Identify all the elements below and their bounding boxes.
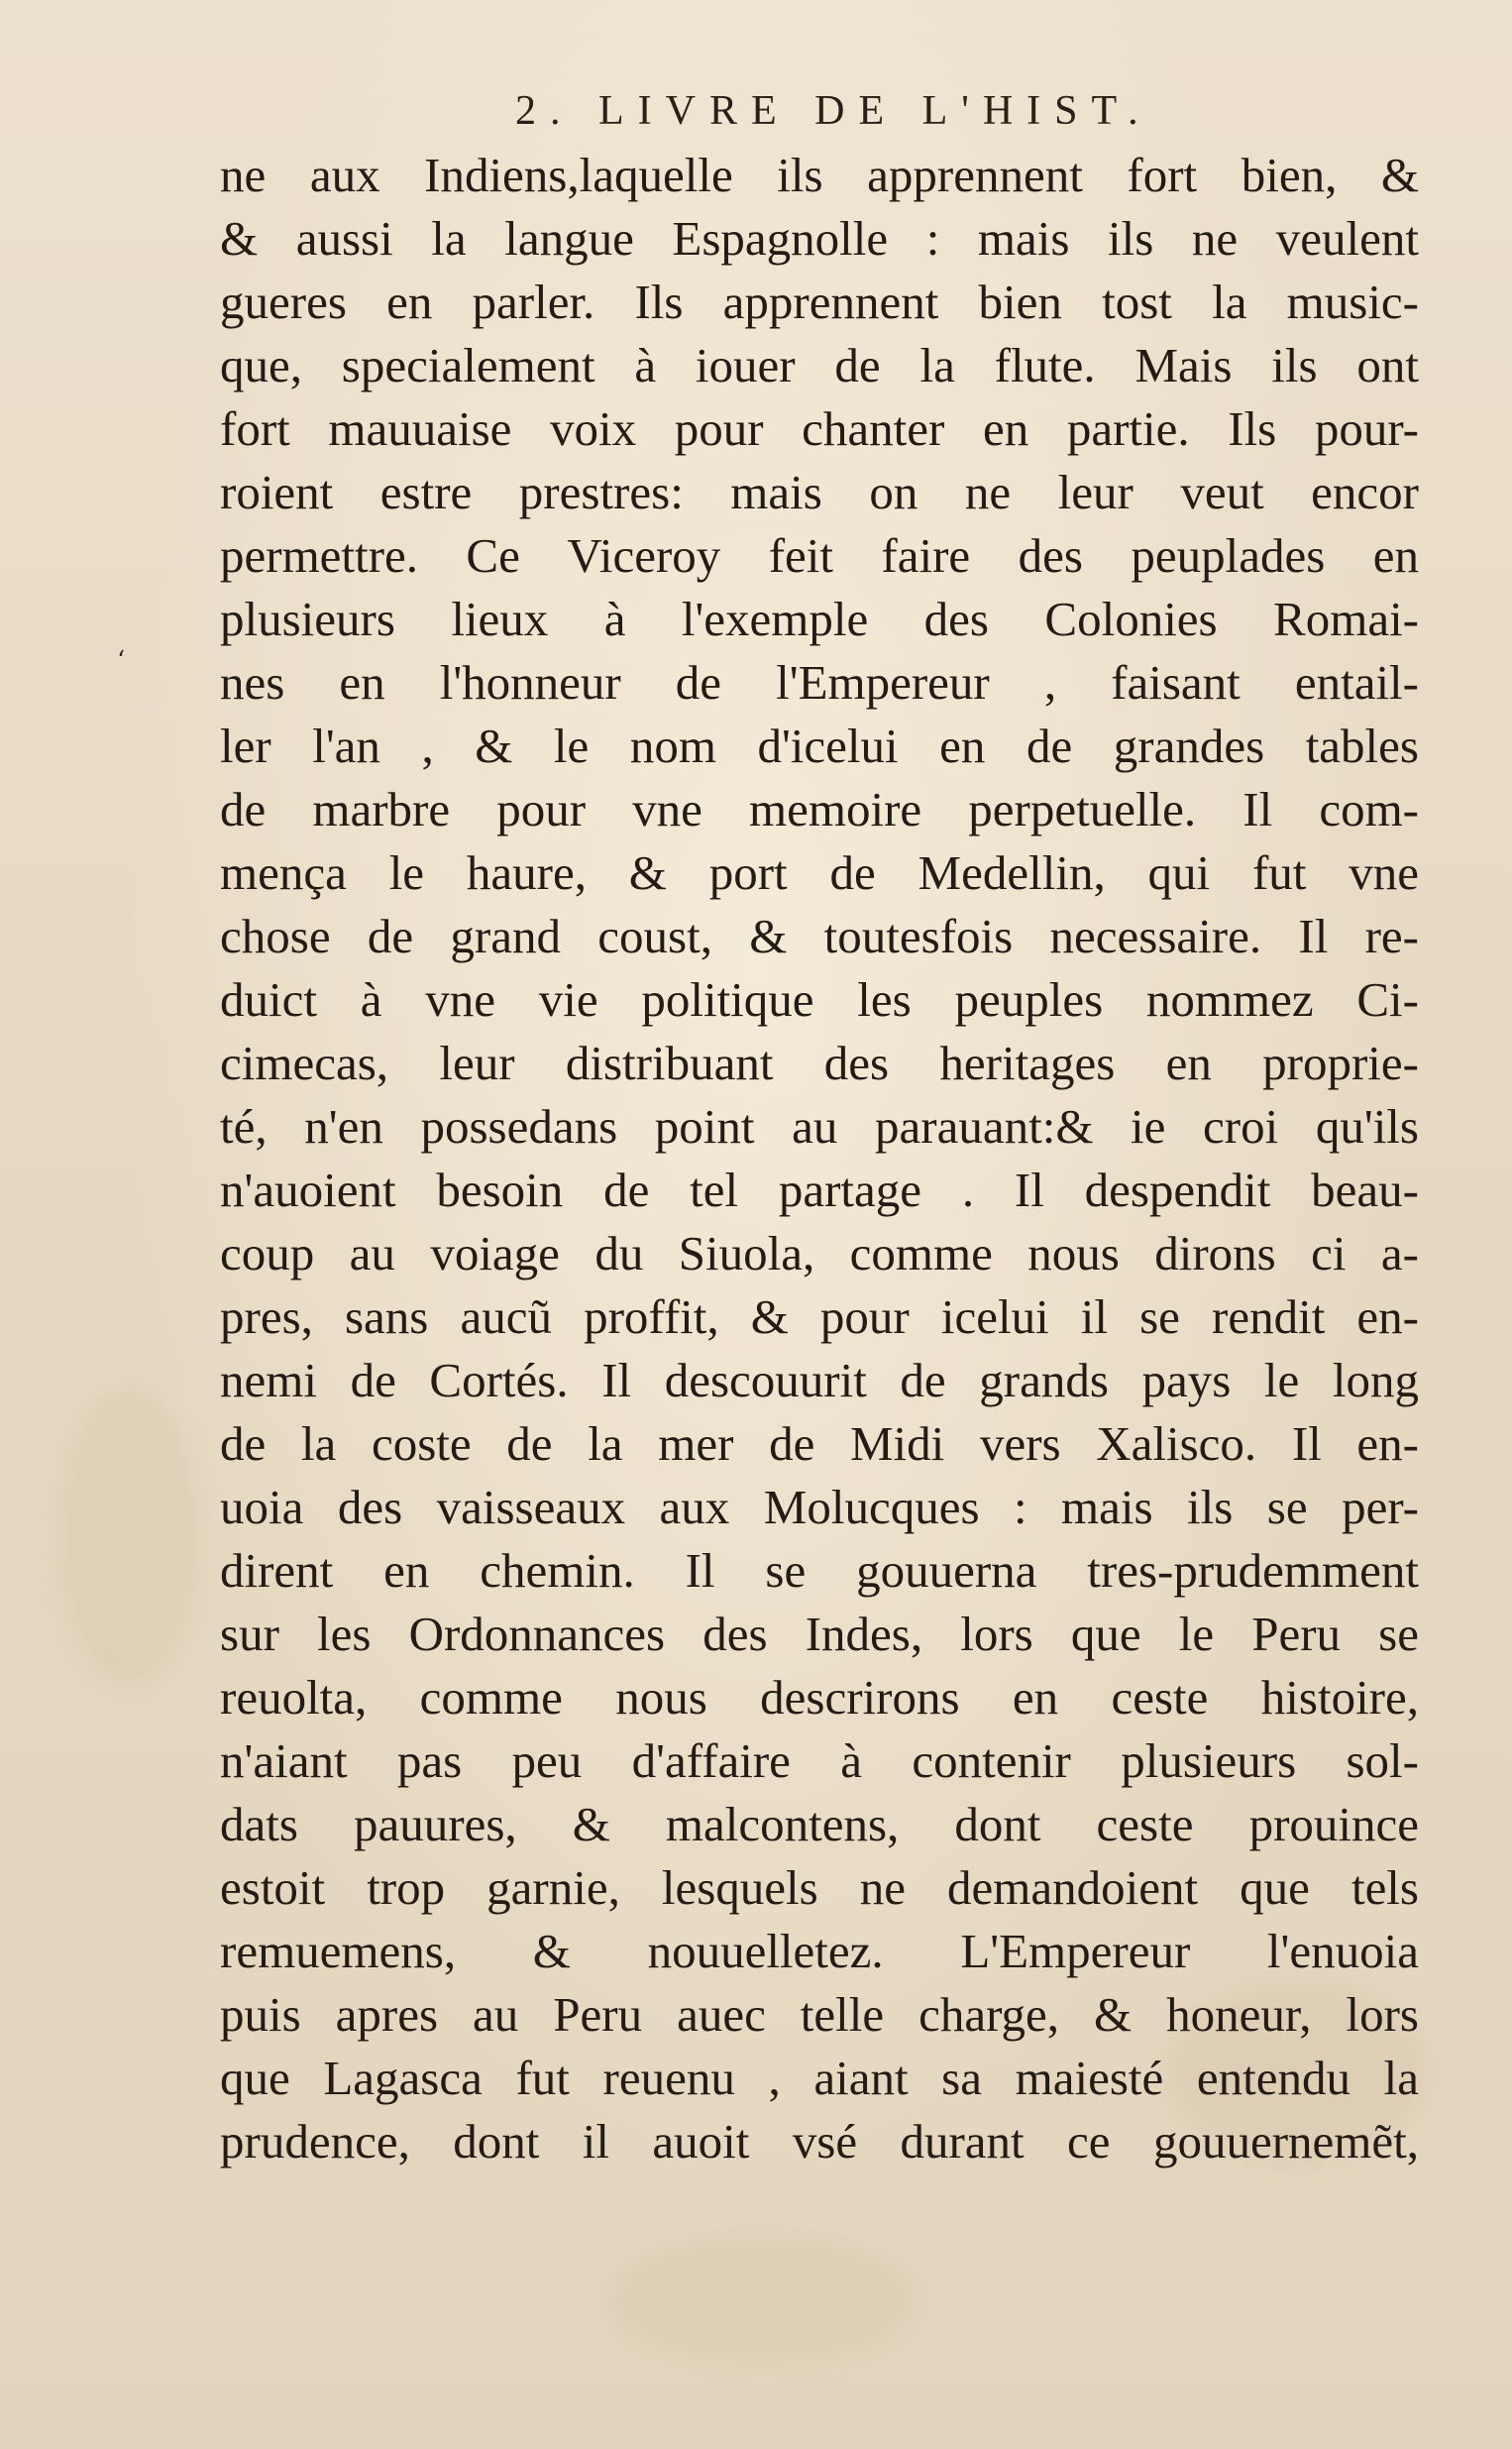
text-line: nemi de Cortés. Il descouurit de grands pays le long [220,1353,1419,1407]
text-line: duict à vne vie politique les peuples nommez Ci- [220,972,1419,1027]
text-line: pres, sans aucũ proffit, & pour icelui il se rendit en- [220,1289,1419,1344]
text-line: roient estre prestres: mais on ne leur veut encor [220,465,1419,519]
text-line: que Lagasca fut reuenu , aiant sa maiesté entendu la [220,2051,1419,2105]
text-line: plusieurs lieux à l'exemple des Colonies Romai- [220,592,1419,646]
text-line: remuemens, & nouuelletez. L'Empereur l'enuoia [220,1924,1419,1978]
text-line: reuolta, comme nous descrirons en ceste histoire, [220,1670,1419,1725]
running-head: 2. LIVRE DE L'HIST. [515,88,1152,134]
text-line: dats pauures, & malcontens, dont ceste prouince [220,1797,1419,1851]
text-line: gueres en parler. Ils apprennent bien tost la music- [220,275,1419,329]
text-line: puis apres au Peru auec telle charge, & honeur, lors [220,1987,1419,2042]
text-line: té, n'en possedans point au parauant:& ie croi qu'ils [220,1099,1419,1154]
text-line: que, specialement à iouer de la flute. Mais ils ont [220,338,1419,392]
text-line: fort mauuaise voix pour chanter en partie. Ils pour- [220,401,1419,456]
body-text [220,144,1419,2175]
text-line: prudence, dont il auoit vsé durant ce gouuernemẽt, [220,2114,1419,2169]
text-line: ler l'an , & le nom d'icelui en de grandes tables [220,719,1419,773]
text-line: sur les Ordonnances des Indes, lors que le Peru se [220,1607,1419,1661]
text-line: cimecas, leur distribuant des heritages en proprie- [220,1036,1419,1090]
margin-mark: ‘ [117,646,126,676]
paper-stain [59,1388,198,1685]
text-line: chose de grand coust, & toutesfois necessaire. Il re- [220,909,1419,963]
text-line: coup au voiage du Siuola, comme nous dirons ci a- [220,1226,1419,1280]
paper-stain [614,2240,912,2359]
text-line: ne aux Indiens,laquelle ils apprennent fort bien, & [220,148,1419,202]
text-line: dirent en chemin. Il se gouuerna tres-prudemment [220,1543,1419,1598]
text-line: n'aiant pas peu d'affaire à contenir plusieurs sol- [220,1733,1419,1788]
text-line: uoia des vaisseaux aux Molucques : mais ils se per- [220,1480,1419,1534]
text-line: n'auoient besoin de tel partage . Il despendit beau- [220,1163,1419,1217]
text-line: estoit trop garnie, lesquels ne demandoient que tels [220,1860,1419,1915]
text-line: mença le haure, & port de Medellin, qui fut vne [220,845,1419,900]
text-line: de marbre pour vne memoire perpetuelle. Il com- [220,782,1419,836]
text-line: de la coste de la mer de Midi vers Xalisco. Il en- [220,1416,1419,1471]
text-line: & aussi la langue Espagnolle : mais ils ne veulent [220,211,1419,266]
text-line: permettre. Ce Viceroy feit faire des peuplades en [220,528,1419,583]
text-line: nes en l'honneur de l'Empereur , faisant entail- [220,655,1419,710]
